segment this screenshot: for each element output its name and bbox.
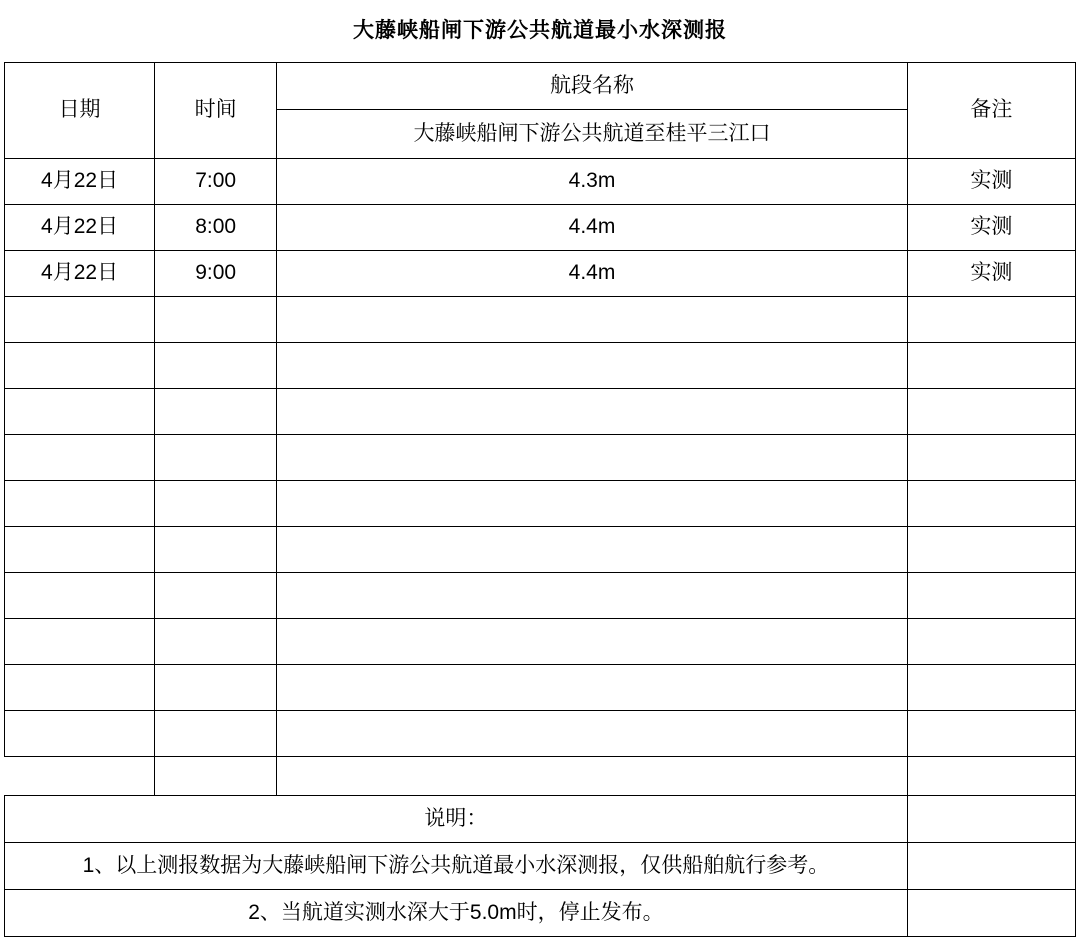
spacer-cell: [277, 757, 908, 796]
cell-depth: 4.4m: [277, 205, 908, 251]
cell-remark: [907, 711, 1075, 757]
cell-date: 4月22日: [5, 205, 155, 251]
header-time: 时间: [155, 63, 277, 159]
cell-remark: [907, 619, 1075, 665]
table-row-empty: [5, 619, 1076, 665]
table-row-empty: [5, 343, 1076, 389]
note-item-2: 2、当航道实测水深大于5.0m时，停止发布。: [5, 890, 908, 937]
cell-date: [5, 619, 155, 665]
cell-time: 7:00: [155, 159, 277, 205]
cell-depth: [277, 389, 908, 435]
cell-time: [155, 527, 277, 573]
cell-depth: [277, 297, 908, 343]
notes-label-row: [5, 796, 1076, 843]
cell-time: [155, 481, 277, 527]
cell-depth: [277, 481, 908, 527]
table-row-empty: [5, 665, 1076, 711]
cell-remark: [907, 389, 1075, 435]
cell-time: [155, 619, 277, 665]
spacer-row: [5, 757, 1076, 796]
cell-depth: 4.3m: [277, 159, 908, 205]
cell-remark: [907, 481, 1075, 527]
cell-depth: 4.4m: [277, 251, 908, 297]
header-segment-title: 航段名称: [277, 63, 908, 110]
page-title: 大藤峡船闸下游公共航道最小水深测报: [5, 0, 1076, 63]
cell-date: 4月22日: [5, 159, 155, 205]
cell-depth: [277, 343, 908, 389]
table-row-empty: [5, 527, 1076, 573]
cell-remark: [907, 435, 1075, 481]
notes-label: 说明：: [5, 796, 908, 843]
cell-time: [155, 343, 277, 389]
cell-date: [5, 573, 155, 619]
table-row-empty: [5, 389, 1076, 435]
cell-time: 9:00: [155, 251, 277, 297]
note-item-2-side: [907, 890, 1075, 937]
table-row-empty: [5, 297, 1076, 343]
table-row: [5, 159, 1076, 205]
water-depth-report-table: [4, 0, 1076, 937]
table-row-empty: [5, 573, 1076, 619]
cell-date: [5, 297, 155, 343]
cell-remark: [907, 665, 1075, 711]
header-remark: 备注: [907, 63, 1075, 159]
spacer-cell: [5, 757, 155, 796]
note-item-row: [5, 890, 1076, 937]
cell-date: [5, 389, 155, 435]
cell-date: [5, 711, 155, 757]
header-segment-sub: 大藤峡船闸下游公共航道至桂平三江口: [277, 110, 908, 159]
cell-depth: [277, 665, 908, 711]
cell-remark: [907, 573, 1075, 619]
cell-time: [155, 573, 277, 619]
cell-remark: [907, 343, 1075, 389]
cell-depth: [277, 435, 908, 481]
note-item-1: 1、以上测报数据为大藤峡船闸下游公共航道最小水深测报，仅供船舶航行参考。: [5, 843, 908, 890]
cell-date: [5, 343, 155, 389]
cell-time: [155, 389, 277, 435]
header-row-top: [5, 63, 1076, 110]
cell-time: [155, 297, 277, 343]
table-row-empty: [5, 481, 1076, 527]
note-item-1-side: [907, 843, 1075, 890]
notes-label-side: [907, 796, 1075, 843]
cell-depth: [277, 619, 908, 665]
cell-date: [5, 665, 155, 711]
cell-date: [5, 481, 155, 527]
cell-time: [155, 711, 277, 757]
cell-remark: 实测: [907, 205, 1075, 251]
cell-depth: [277, 573, 908, 619]
note-item-row: [5, 843, 1076, 890]
cell-remark: [907, 297, 1075, 343]
cell-remark: [907, 527, 1075, 573]
cell-time: [155, 435, 277, 481]
table-row: [5, 205, 1076, 251]
table-row-empty: [5, 711, 1076, 757]
cell-depth: [277, 527, 908, 573]
cell-remark: 实测: [907, 159, 1075, 205]
cell-time: 8:00: [155, 205, 277, 251]
header-date: 日期: [5, 63, 155, 159]
cell-date: 4月22日: [5, 251, 155, 297]
cell-date: [5, 527, 155, 573]
spacer-cell: [907, 757, 1075, 796]
cell-remark: 实测: [907, 251, 1075, 297]
table-row-empty: [5, 435, 1076, 481]
cell-depth: [277, 711, 908, 757]
spacer-cell: [155, 757, 277, 796]
table-row: [5, 251, 1076, 297]
cell-date: [5, 435, 155, 481]
title-row: [5, 0, 1076, 63]
cell-time: [155, 665, 277, 711]
